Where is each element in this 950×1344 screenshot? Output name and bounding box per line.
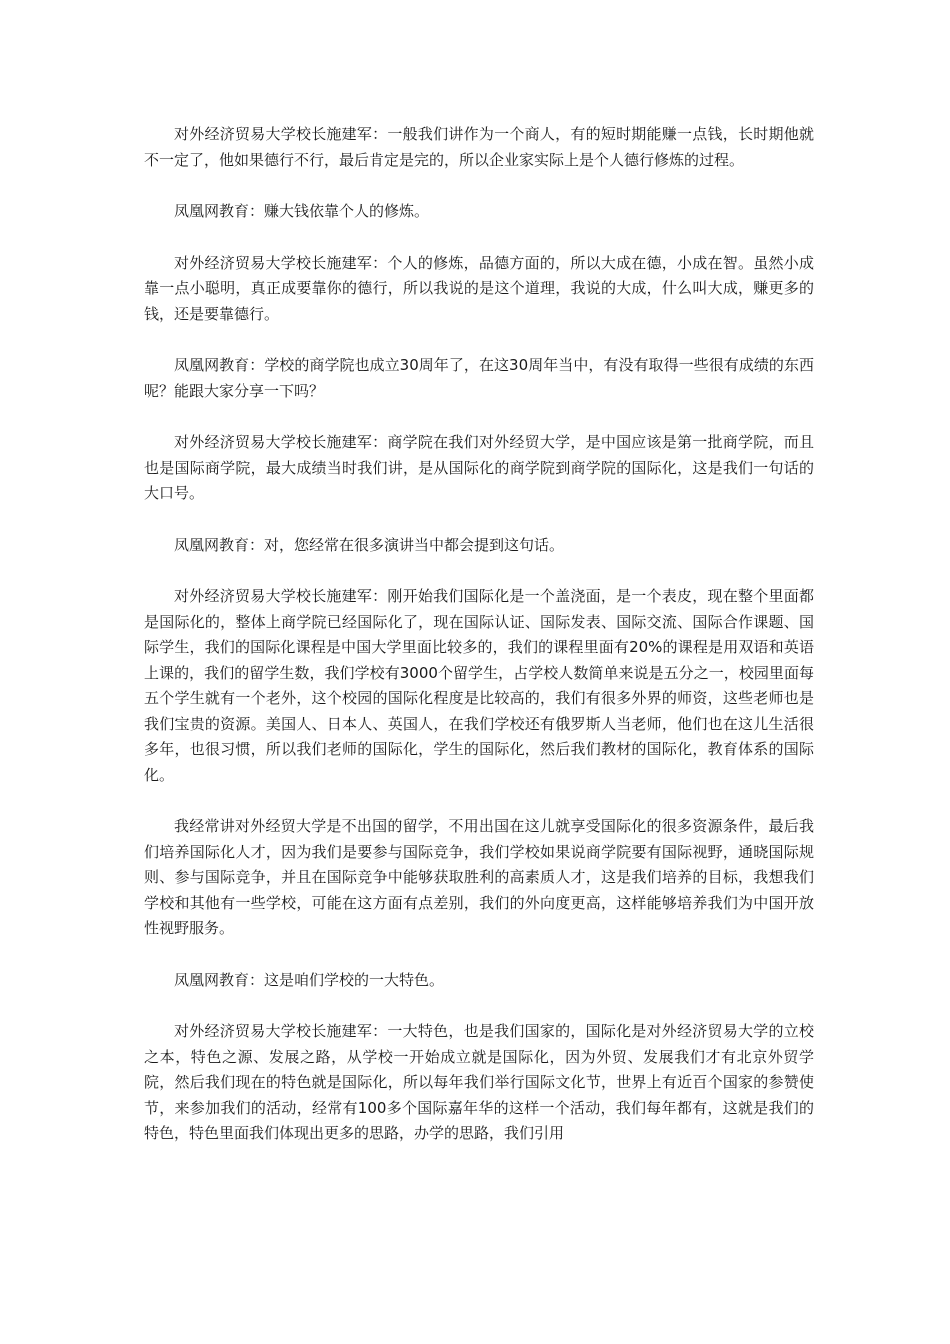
paragraph-1: 对外经济贸易大学校长施建军：一般我们讲作为一个商人，有的短时期能赚一点钱，长时期他就不一定了，他如果德行不行，最后肯定是完的，所以企业家实际上是个人德行修炼的过程。 xyxy=(144,125,814,169)
paragraph-7: 对外经济贸易大学校长施建军：刚开始我们国际化是一个盖浇面，是一个表皮，现在整个里面都是国际化的，整体上商学院已经国际化了，现在国际认证、国际发表、国际交流、国际合作课题、国际学生，我们的国际化课程是中国大学里面比较多的，我们的课程里面有20%的课程是用双语和英语上课的，我们的留学生数，我们学校有3000个留学生，占学校人数简单来说是五分之一，校园里面每五个学生就有一个老外，这个校园的国际化程度是比较高的，我们有很多外界的师资，这些老师也是我们宝贵的资源。美国人、日本人、英国人，在我们学校还有俄罗斯人当老师，他们也在这儿生活很多年，也很习惯，所以我们老师的国际化，学生的国际化，然后我们教材的国际化，教育体系的国际化。 xyxy=(144,587,814,784)
paragraph-6: 凤凰网教育：对，您经常在很多演讲当中都会提到这句话。 xyxy=(174,535,565,554)
paragraph-3: 对外经济贸易大学校长施建军：个人的修炼，品德方面的，所以大成在德，小成在智。虽然小成靠一点小聪明，真正成要靠你的德行，所以我说的是这个道理，我说的大成，什么叫大成，赚更多的钱，还是要靠德行。 xyxy=(144,253,814,323)
document-body xyxy=(144,122,814,1173)
paragraph-2: 凤凰网教育：赚大钱依靠个人的修炼。 xyxy=(174,202,430,220)
paragraph-9: 凤凰网教育：这是咱们学校的一大特色。 xyxy=(174,970,445,989)
paragraph-10: 对外经济贸易大学校长施建军：一大特色，也是我们国家的，国际化是对外经济贸易大学的立校之本，特色之源、发展之路，从学校一开始成立就是国际化，因为外贸、发展我们才有北京外贸学院，然后我们现在的特色就是国际化，所以每年我们举行国际文化节，世界上有近百个国家的参赞使节，来参加我们的活动，经常有100多个国际嘉年华的这样一个活动，我们每年都有，这就是我们的特色，特色里面我们体现出更多的思路，办学的思路，我们引用 xyxy=(144,1022,814,1142)
paragraph-5: 对外经济贸易大学校长施建军：商学院在我们对外经贸大学，是中国应该是第一批商学院，而且也是国际商学院，最大成绩当时我们讲，是从国际化的商学院到商学院的国际化，这是我们一句话的大口号。 xyxy=(144,433,814,502)
paragraph-4: 凤凰网教育：学校的商学院也成立30周年了，在这30周年当中，有没有取得一些很有成绩的东西呢？能跟大家分享一下吗？ xyxy=(144,356,814,400)
paragraph-8: 我经常讲对外经贸大学是不出国的留学，不用出国在这儿就享受国际化的很多资源条件，最后我们培养国际化人才，因为我们是要参与国际竞争，我们学校如果说商学院要有国际视野，通晓国际规则、参与国际竞争，并且在国际竞争中能够获取胜利的高素质人才，这是我们培养的目标，我想我们学校和其他有一些学校，可能在这方面有点差别，我们的外向度更高，这样能够培养我们为中国开放性视野服务。 xyxy=(144,817,814,937)
